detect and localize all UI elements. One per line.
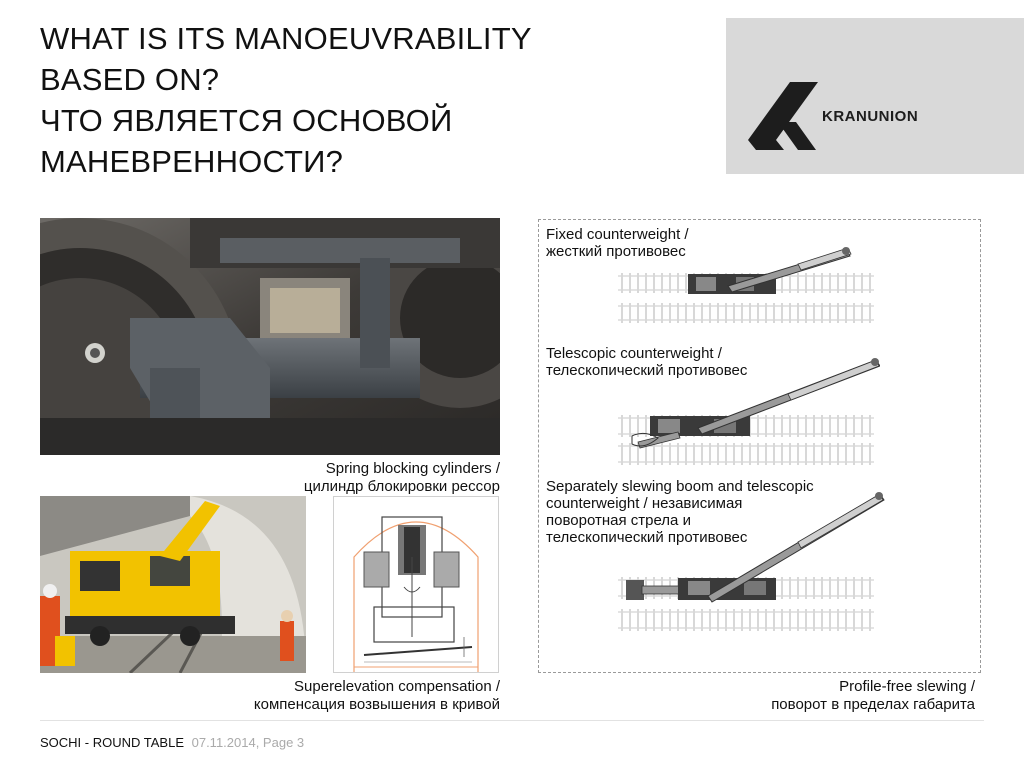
- telescopic-counterweight-label-line-1: Telescopic counterweight /: [546, 345, 722, 362]
- separate-slewing-label-line-1: Separately slewing boom and telescopic: [546, 478, 814, 495]
- logo-wordmark: KRANUNION: [822, 108, 919, 125]
- title-line-4: МАНЕВРЕННОСТИ?: [40, 144, 344, 179]
- profile-free-caption-line-1: Profile-free slewing /: [839, 678, 975, 695]
- telescopic-counterweight-label-line-2: телескопический противовес: [546, 362, 748, 379]
- title-line-2: BASED ON?: [40, 62, 220, 97]
- separate-slewing-label-line-4: телескопический противовес: [546, 529, 748, 546]
- separate-slewing-label-line-3: поворотная стрела и: [546, 512, 691, 529]
- footer-divider: [40, 720, 984, 721]
- separate-slewing-diagram: [618, 488, 888, 632]
- spring-caption: [240, 460, 500, 496]
- superelevation-caption: [200, 678, 500, 714]
- footer: [40, 735, 304, 750]
- page-title: [40, 18, 660, 182]
- telescopic-counterweight-diagram: [618, 354, 880, 466]
- logo-panel: [726, 18, 1024, 174]
- profile-free-caption-line-2: поворот в пределах габарита: [771, 696, 975, 713]
- fixed-counterweight-label-line-2: жесткий противовес: [546, 243, 686, 260]
- spring-caption-line-1: Spring blocking cylinders /: [325, 460, 500, 477]
- footer-event: SOCHI - ROUND TABLE: [40, 735, 184, 750]
- kranunion-logo-icon: [748, 80, 824, 152]
- title-line-3: ЧТО ЯВЛЯЕТСЯ ОСНОВОЙ: [40, 103, 453, 138]
- fixed-counterweight-diagram: [618, 240, 874, 332]
- superelevation-caption-line-2: компенсация возвышения в кривой: [253, 696, 500, 713]
- footer-date-page: 07.11.2014, Page 3: [191, 735, 305, 750]
- crane-tunnel-photo: [40, 496, 306, 673]
- profile-free-caption: [675, 678, 975, 714]
- fixed-counterweight-label-line-1: Fixed counterweight /: [546, 226, 689, 243]
- spring-caption-line-2: цилиндр блокировки рессор: [303, 478, 500, 495]
- spring-cylinder-photo: [40, 218, 500, 455]
- superelevation-drawing: [333, 496, 499, 673]
- title-line-1: WHAT IS ITS MANOEUVRABILITY: [40, 21, 532, 56]
- separate-slewing-label-line-2: counterweight / независимая: [546, 495, 743, 512]
- superelevation-caption-line-1: Superelevation compensation /: [294, 678, 500, 695]
